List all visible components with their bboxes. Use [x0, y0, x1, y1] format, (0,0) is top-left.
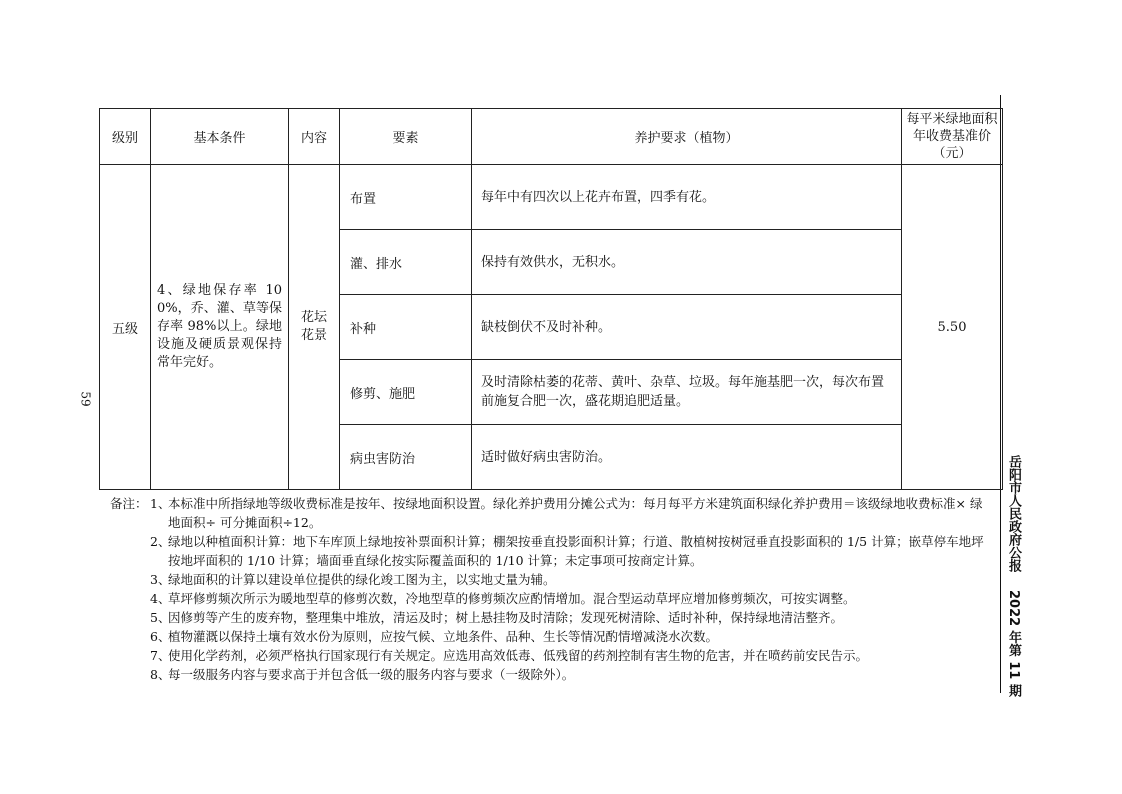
requirement-text: 缺枝倒伏不及时补种。	[481, 319, 612, 335]
note-number: 7、	[150, 648, 171, 663]
note-item	[110, 646, 990, 665]
element-cell: 灌、排水	[340, 230, 472, 295]
requirement-cell	[472, 165, 902, 230]
price-cell: 5.50	[902, 165, 1003, 490]
note-item	[110, 627, 990, 646]
level-cell: 五级	[100, 165, 151, 490]
element-cell: 布置	[340, 165, 472, 230]
note-item	[110, 532, 990, 570]
note-item	[110, 494, 990, 532]
note-text: 绿地以种植面积计算：地下车库顶上绿地按补票面积计算；棚架按垂直投影面积计算；行道、散植树按树冠垂直投影面积的 1/5 计算；嵌草停车地坪按地坪面积的 1/10 计算；墙面垂直绿化按实际覆盖面积的 1/10 计算；未定事项可按商定计算。	[168, 534, 984, 568]
note-text: 植物灌溉以保持土壤有效水份为原则，应按气候、立地条件、品种、生长等情况酌情增减浇水次数。	[168, 629, 719, 644]
header-price-text: 每平米绿地面积年收费基准价（元）	[906, 112, 998, 161]
header-basic-condition: 基本条件	[151, 109, 289, 165]
basic-condition-text: 4、绿地保存率 100%，乔、灌、草等保存率 98%以上。绿地设施及硬质景观保持常年完好。	[157, 283, 282, 370]
requirement-cell	[472, 360, 902, 425]
element-cell: 修剪、施肥	[340, 360, 472, 425]
header-level: 级别	[100, 109, 151, 165]
content-cell	[289, 165, 340, 490]
note-text: 使用化学药剂，必须严格执行国家现行有关规定。应选用高效低毒、低残留的药剂控制有害生物的危害，并在喷药前安民告示。	[168, 648, 869, 663]
note-item	[110, 570, 990, 589]
content-text: 花坛花景	[300, 310, 327, 343]
note-number: 4、	[150, 591, 171, 606]
greening-standard-table	[99, 108, 1003, 490]
requirement-text: 保持有效供水，无积水。	[481, 254, 625, 270]
publisher-name: 岳阳市人民政府公报	[1006, 455, 1021, 572]
note-number: 2、	[150, 534, 171, 549]
note-item	[110, 589, 990, 608]
basic-condition-cell	[151, 165, 289, 490]
note-text: 本标准中所指绿地等级收费标准是按年、按绿地面积设置。绿化养护费用分摊公式为：每月每平方米建筑面积绿化养护费用＝该级绿地收费标准× 绿地面积÷ 可分摊面积÷12。	[168, 496, 983, 530]
notes-label: 备注：	[110, 496, 148, 511]
note-text: 绿地面积的计算以建设单位提供的绿化竣工图为主，以实地丈量为辅。	[168, 572, 556, 587]
requirement-text: 及时清除枯萎的花蒂、黄叶、杂草、垃圾。每年施基肥一次，每次布置前施复合肥一次，盛花期追肥适量。	[481, 375, 885, 409]
element-cell: 病虫害防治	[340, 425, 472, 490]
note-number: 3、	[150, 572, 171, 587]
note-text: 因修剪等产生的废弃物，整理集中堆放，清运及时；树上悬挂物及时清除；发现死树清除、适时补种，保持绿地清洁整齐。	[168, 610, 844, 625]
header-price	[902, 109, 1003, 165]
requirement-cell	[472, 295, 902, 360]
side-running-title	[1004, 455, 1023, 697]
header-element: 要素	[340, 109, 472, 165]
header-content: 内容	[289, 109, 340, 165]
issue-number: 2022 年第 11 期	[1006, 590, 1021, 697]
requirement-text: 每年中有四次以上花卉布置，四季有花。	[481, 189, 716, 205]
note-number: 5、	[150, 610, 171, 625]
requirement-cell	[472, 425, 902, 490]
requirement-cell	[472, 230, 902, 295]
note-item	[110, 665, 990, 684]
table-row	[100, 165, 1003, 230]
notes-section	[110, 494, 990, 684]
requirement-text: 适时做好病虫害防治。	[481, 449, 612, 465]
note-number: 8、	[150, 667, 171, 682]
note-number: 6、	[150, 629, 171, 644]
page-number: 59	[78, 391, 93, 407]
element-cell: 补种	[340, 295, 472, 360]
note-text: 每一级服务内容与要求高于并包含低一级的服务内容与要求（一级除外）。	[168, 667, 575, 682]
header-requirement: 养护要求（植物）	[472, 109, 902, 165]
note-text: 草坪修剪频次所示为暖地型草的修剪次数，冷地型草的修剪频次应酌情增加。混合型运动草坪应增加修剪频次，可按实调整。	[168, 591, 856, 606]
note-item	[110, 608, 990, 627]
table-header-row	[100, 109, 1003, 165]
note-number: 1、	[150, 496, 171, 511]
